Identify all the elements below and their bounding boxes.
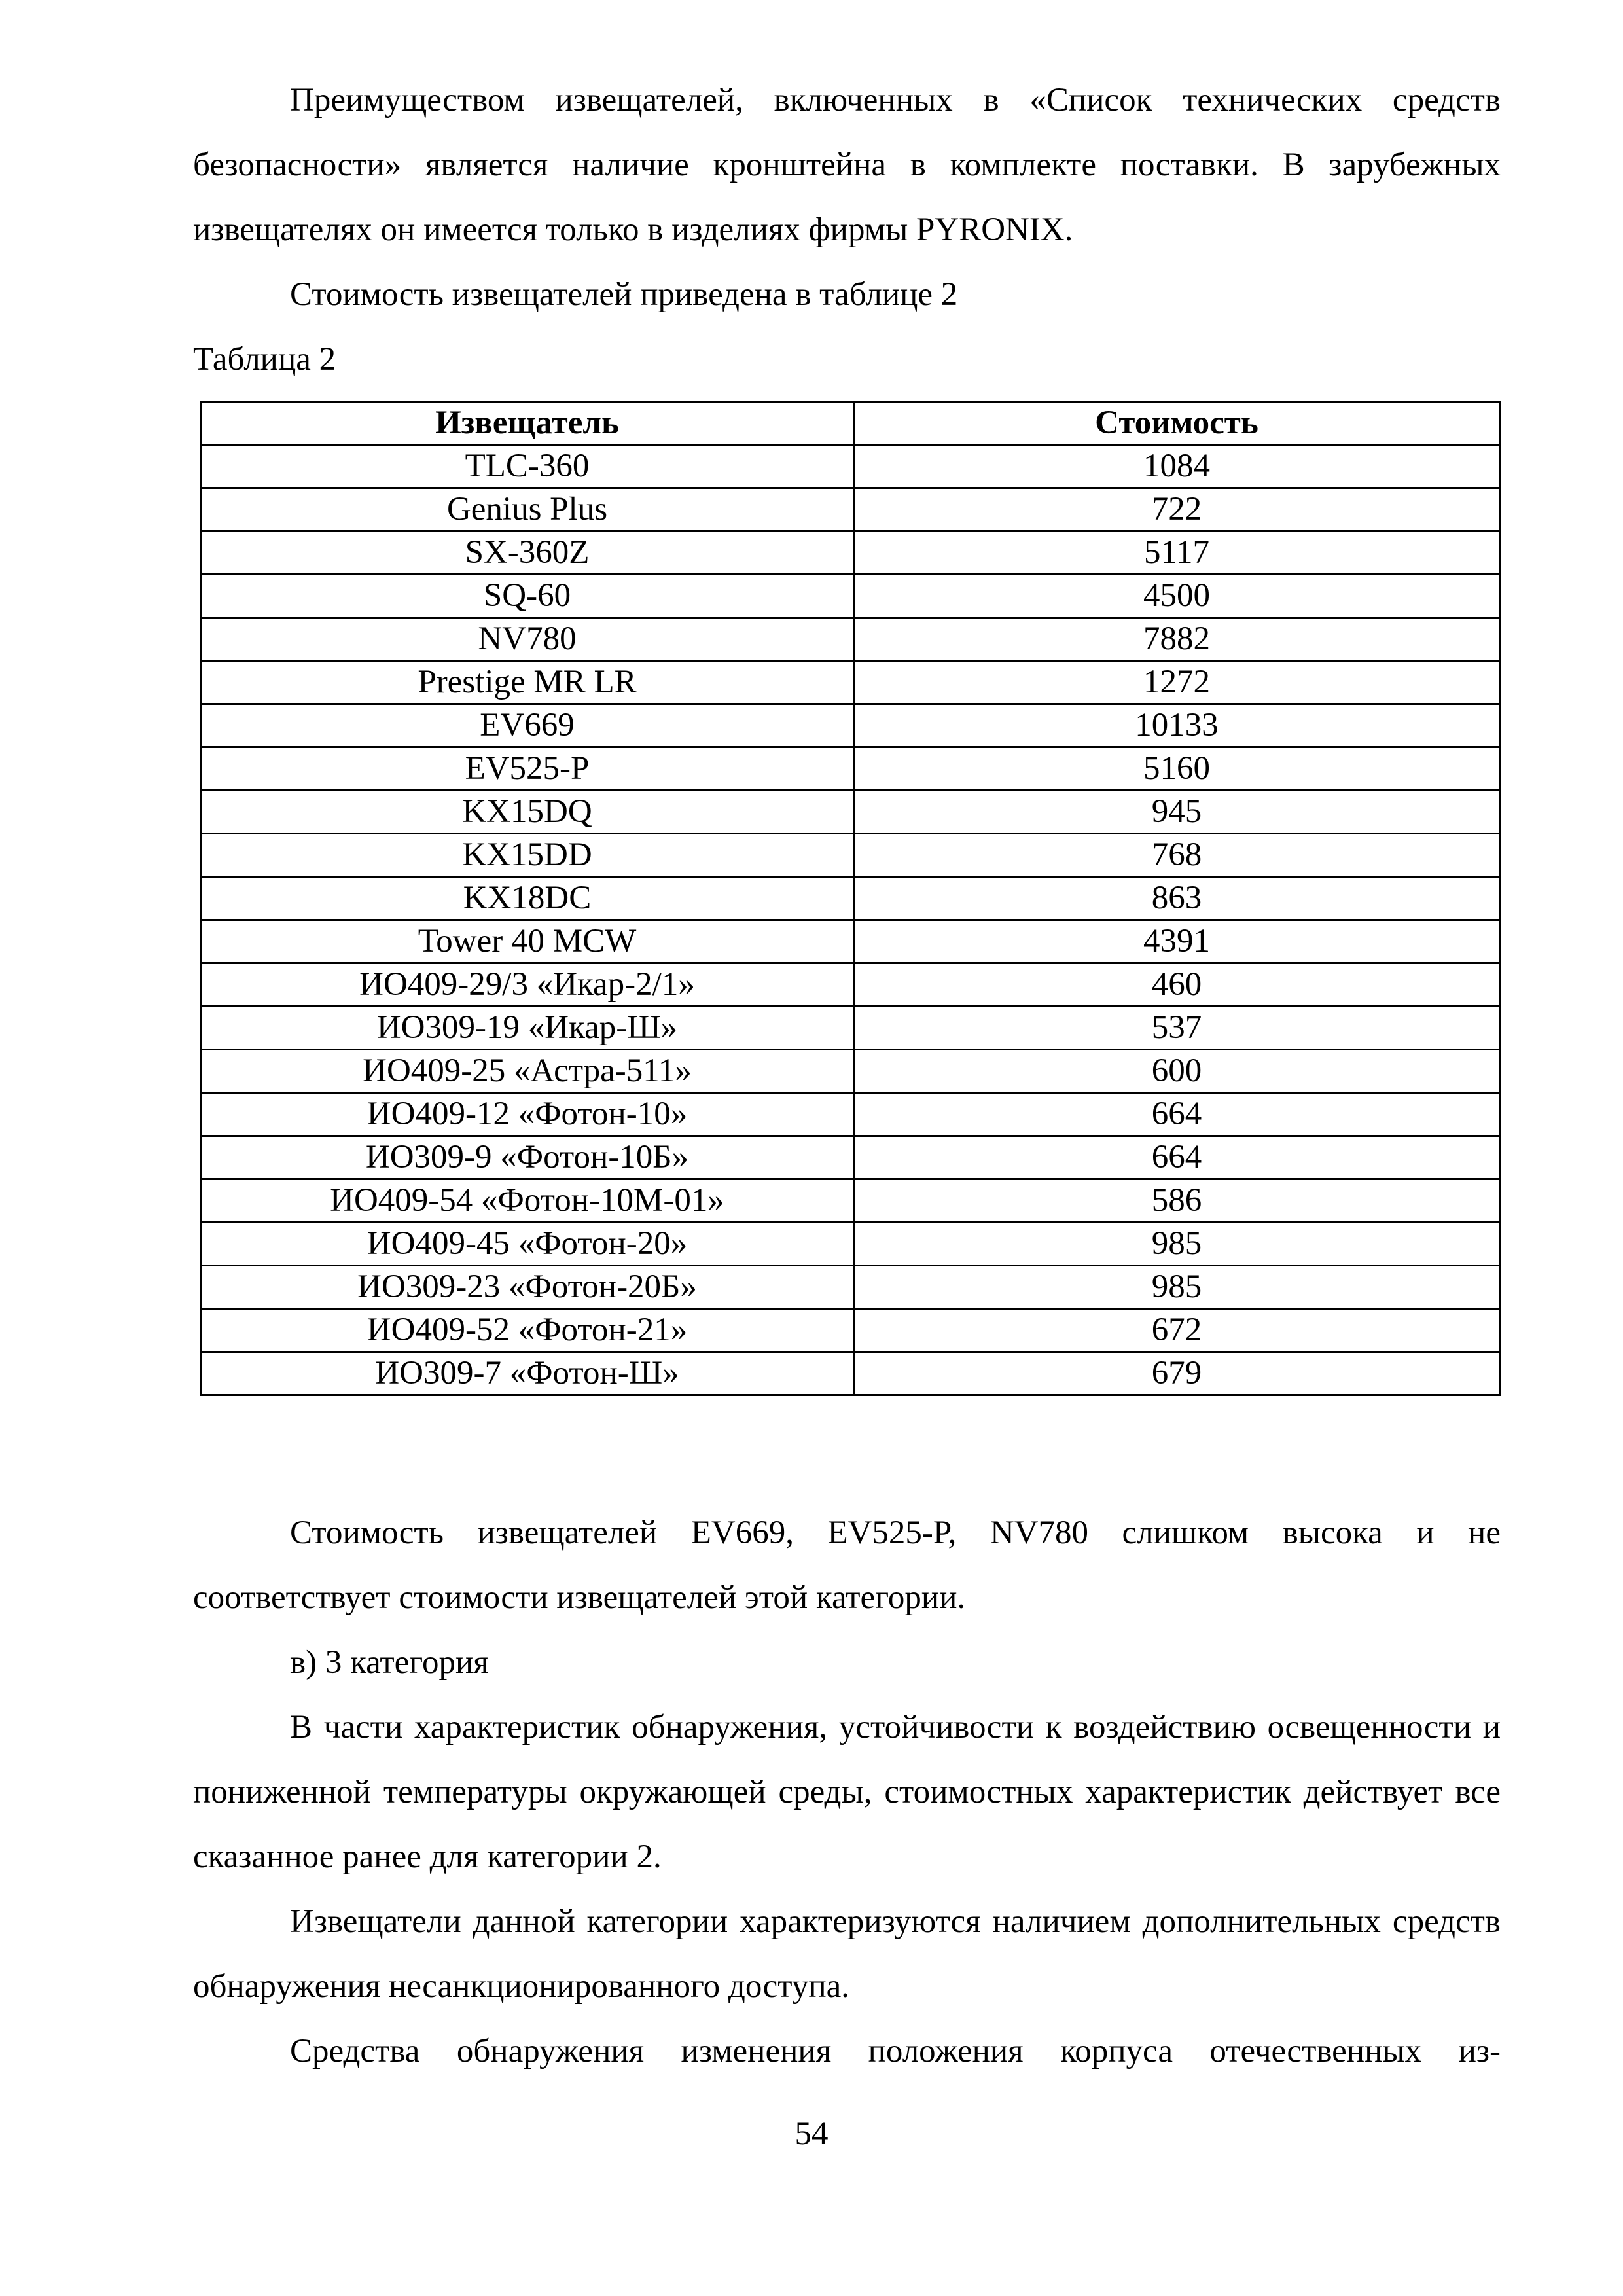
cost-cell: 945 xyxy=(854,791,1500,834)
table-row xyxy=(201,531,1500,575)
cost-cell: 537 xyxy=(854,1007,1500,1050)
cost-reference-line: Стоимость извещателей приведена в таблице 2 xyxy=(290,276,958,313)
category-paragraph: В части характеристик обнаружения, устойчивости к воздействию освещенности и пониженной температуры окружающей среды, стоимостных характеристик действует все сказанное ранее для категории 2. xyxy=(193,1709,1501,1875)
table-row xyxy=(201,747,1500,791)
cost-cell: 672 xyxy=(854,1309,1500,1352)
cost-cell: 664 xyxy=(854,1136,1500,1179)
page-number: 54 xyxy=(794,2115,829,2152)
cost-cell: 679 xyxy=(854,1352,1500,1395)
table-row xyxy=(201,791,1500,834)
detector-cell: ИО309-7 «Фотон-Ш» xyxy=(201,1352,854,1395)
detector-cell: ИО409-52 «Фотон-21» xyxy=(201,1309,854,1352)
detector-cell: KX18DC xyxy=(201,877,854,920)
cost-cell: 985 xyxy=(854,1266,1500,1309)
additional-means-paragraph: Извещатели данной категории характеризуются наличием дополнительных средств обнаружения несанкционированного доступа. xyxy=(193,1903,1501,2005)
header-cost: Стоимость xyxy=(854,402,1500,445)
detector-cell: ИО309-9 «Фотон-10Б» xyxy=(201,1136,854,1179)
detector-cell: NV780 xyxy=(201,618,854,661)
detector-cost-table xyxy=(200,401,1501,1396)
detector-cell: Genius Plus xyxy=(201,488,854,531)
table-row xyxy=(201,1223,1500,1266)
table-row xyxy=(201,1352,1500,1395)
category-heading: в) 3 категория xyxy=(290,1644,489,1681)
cost-cell: 4500 xyxy=(854,575,1500,618)
cost-cell: 4391 xyxy=(854,920,1500,963)
detector-cell: Prestige MR LR xyxy=(201,661,854,704)
cost-cell: 586 xyxy=(854,1179,1500,1223)
table-row xyxy=(201,445,1500,488)
table-row xyxy=(201,1309,1500,1352)
cost-cell: 7882 xyxy=(854,618,1500,661)
table-row xyxy=(201,1266,1500,1309)
cost-cell: 600 xyxy=(854,1050,1500,1093)
header-detector: Извещатель xyxy=(201,402,854,445)
detector-cell: ИО409-54 «Фотон-10М-01» xyxy=(201,1179,854,1223)
cost-cell: 722 xyxy=(854,488,1500,531)
table-row xyxy=(201,963,1500,1007)
table-row xyxy=(201,1007,1500,1050)
table-row xyxy=(201,1179,1500,1223)
table-row xyxy=(201,920,1500,963)
cost-cell: 1084 xyxy=(854,445,1500,488)
table-caption: Таблица 2 xyxy=(193,341,336,378)
cost-cell: 10133 xyxy=(854,704,1500,747)
table-row xyxy=(201,1093,1500,1136)
cost-cell: 664 xyxy=(854,1093,1500,1136)
detector-cell: SQ-60 xyxy=(201,575,854,618)
detector-cell: KX15DD xyxy=(201,834,854,877)
table-row xyxy=(201,704,1500,747)
table-row xyxy=(201,661,1500,704)
table-row xyxy=(201,1050,1500,1093)
cost-cell: 460 xyxy=(854,963,1500,1007)
detector-cell: EV669 xyxy=(201,704,854,747)
cost-conclusion-paragraph: Стоимость извещателей EV669, EV525-P, NV780 слишком высока и не соответствует стоимости извещателей этой категории. xyxy=(193,1515,1501,1616)
detector-cell: Tower 40 MCW xyxy=(201,920,854,963)
detector-cell: ИО409-12 «Фотон-10» xyxy=(201,1093,854,1136)
detector-cell: ИО409-25 «Астра-511» xyxy=(201,1050,854,1093)
detector-cell: KX15DQ xyxy=(201,791,854,834)
table-body xyxy=(201,445,1500,1395)
table-row xyxy=(201,834,1500,877)
table-header-row xyxy=(201,402,1500,445)
detector-cell: ИО309-23 «Фотон-20Б» xyxy=(201,1266,854,1309)
table-row xyxy=(201,575,1500,618)
detector-cell: TLC-360 xyxy=(201,445,854,488)
last-line-paragraph: Средства обнаружения изменения положения корпуса отечественных из- xyxy=(290,2033,1501,2070)
intro-paragraph: Преимуществом извещателей, включенных в «Список технических средств безопасности» является наличие кронштейна в комплекте поставки. В зарубежных извещателях он имеется только в изделиях фирмы PYRONIX. xyxy=(193,82,1501,248)
cost-cell: 1272 xyxy=(854,661,1500,704)
table-row xyxy=(201,877,1500,920)
detector-cell: SX-360Z xyxy=(201,531,854,575)
cost-cell: 5117 xyxy=(854,531,1500,575)
cost-cell: 863 xyxy=(854,877,1500,920)
table-row xyxy=(201,488,1500,531)
cost-cell: 985 xyxy=(854,1223,1500,1266)
detector-cell: ИО409-29/3 «Икар-2/1» xyxy=(201,963,854,1007)
cost-cell: 768 xyxy=(854,834,1500,877)
detector-cell: ИО309-19 «Икар-Ш» xyxy=(201,1007,854,1050)
detector-cell: EV525-P xyxy=(201,747,854,791)
table-row xyxy=(201,1136,1500,1179)
table-row xyxy=(201,618,1500,661)
detector-cell: ИО409-45 «Фотон-20» xyxy=(201,1223,854,1266)
cost-cell: 5160 xyxy=(854,747,1500,791)
